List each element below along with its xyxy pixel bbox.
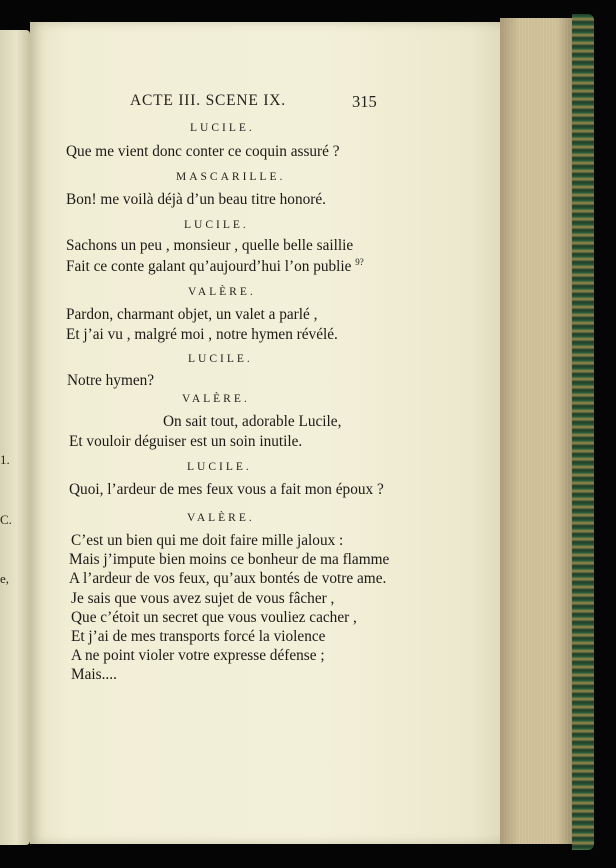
verse-line: Pardon, charmant objet, un valet a parlé , <box>66 306 318 323</box>
verse-line: On sait tout, adorable Lucile, <box>163 413 342 430</box>
left-page-fragment: C. <box>0 512 12 527</box>
verse-line-text: Fait ce conte galant qu’aujourd’hui l’on publie <box>66 258 352 276</box>
speaker-name: LUCILE. <box>190 122 255 134</box>
verse-line: Et vouloir déguiser est un soin inutile. <box>69 433 303 450</box>
verse-line: Et j’ai vu , malgré moi , notre hymen révélé. <box>66 326 338 343</box>
book-cover-edge <box>572 14 594 850</box>
verse-line: Mais.... <box>71 666 117 683</box>
left-page-fragment: 1. <box>0 452 10 467</box>
speaker-name: LUCILE. <box>188 353 253 365</box>
note-mark: 9? <box>355 257 364 267</box>
speaker-name: VALÈRE. <box>182 393 250 405</box>
verse-line: Et j’ai de mes transports forcé la violence <box>71 628 326 645</box>
verse-line: Mais j’impute bien moins ce bonheur de ma flamme <box>69 551 390 568</box>
verse-line: Bon! me voilà déjà d’un beau titre honoré. <box>66 191 326 208</box>
verse-line <box>66 257 364 276</box>
verse-line: A ne point violer votre expresse défense ; <box>71 647 325 664</box>
left-page-fragment: e, <box>0 571 10 586</box>
page-number: 315 <box>352 92 377 111</box>
left-page-edge <box>0 30 30 845</box>
verse-line: Quoi, l’ardeur de mes feux vous a fait mon époux ? <box>69 481 384 498</box>
verse-line: Que me vient donc conter ce coquin assuré ? <box>66 143 340 160</box>
page-edges-shade <box>500 18 576 844</box>
speaker-name: MASCARILLE. <box>176 171 286 183</box>
speaker-name: LUCILE. <box>187 461 252 473</box>
running-head: ACTE III. SCENE IX. <box>130 92 286 109</box>
speaker-name: VALÈRE. <box>187 512 255 524</box>
verse-line: C’est un bien qui me doit faire mille jaloux : <box>71 532 344 549</box>
verse-line: Sachons un peu , monsieur , quelle belle saillie <box>66 237 354 254</box>
verse-line: Que c’étoit un secret que vous vouliez cacher , <box>71 609 357 626</box>
page-header <box>30 92 510 116</box>
verse-line: Notre hymen? <box>67 372 155 389</box>
speaker-name: VALÈRE. <box>188 286 256 298</box>
verse-line: Je sais que vous avez sujet de vous fâcher , <box>71 590 335 607</box>
speaker-name: LUCILE. <box>184 219 249 231</box>
verse-line: A l’ardeur de vos feux, qu’aux bontés de votre ame. <box>69 570 387 587</box>
